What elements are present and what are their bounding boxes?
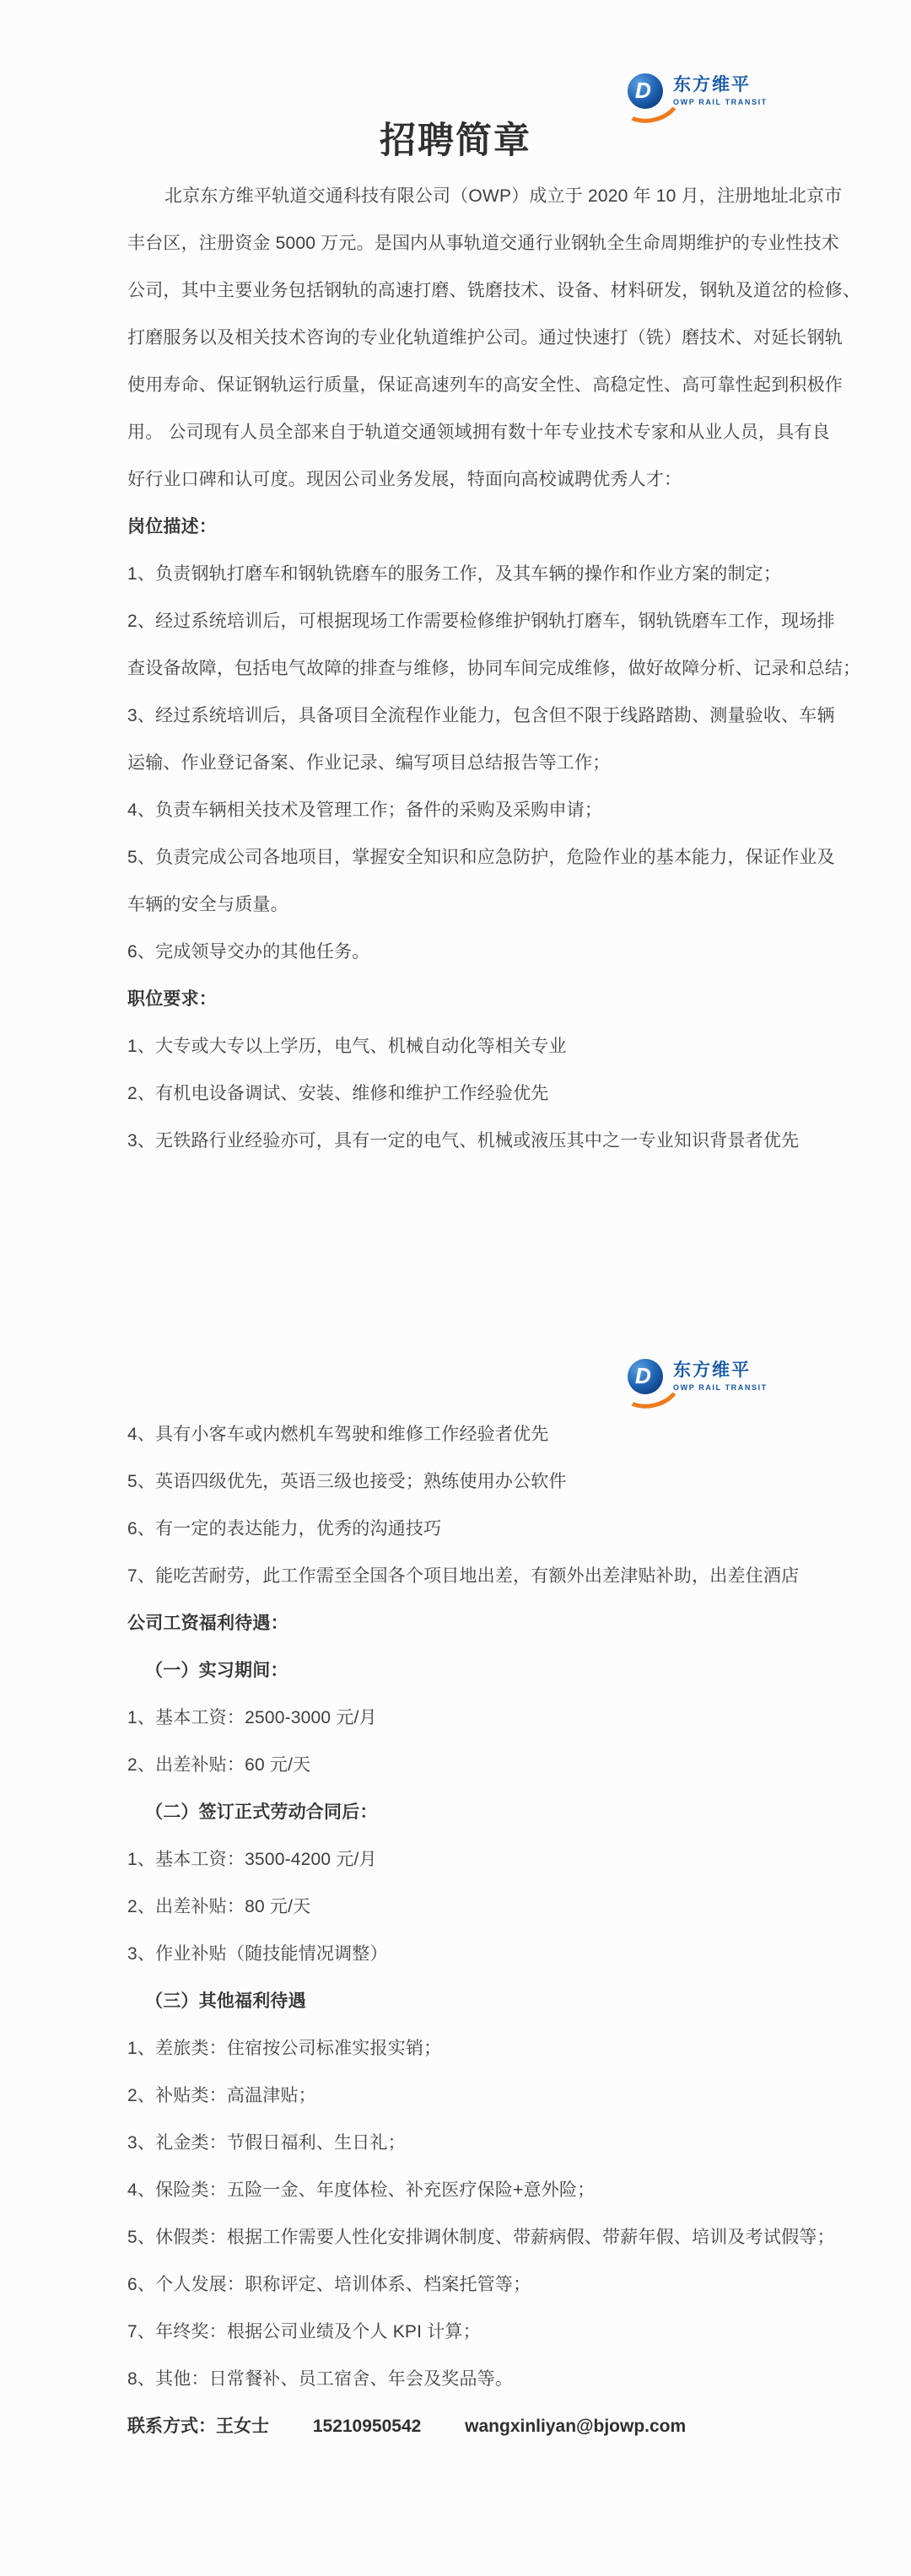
logo-company-name: 东方维平 xyxy=(673,75,751,94)
logo-globe-icon xyxy=(628,73,663,109)
text-line: 1、差旅类：住宿按公司标准实报实销； xyxy=(127,2039,442,2058)
text-line: 2、出差补贴：60 元/天 xyxy=(127,1755,311,1775)
logo-monogram: D xyxy=(635,1363,651,1388)
contact-line xyxy=(127,2403,686,2450)
company-logo xyxy=(628,1359,768,1394)
text-line: 3、礼金类：节假日福利、生日礼； xyxy=(127,2133,406,2153)
text-line: 用。 公司现有人员全部来自于轨道交通领域拥有数十年专业技术专家和从业人员，具有良 xyxy=(127,423,830,442)
logo-text xyxy=(673,1359,768,1392)
text-line: 2、有机电设备调试、安装、维修和维护工作经验优先 xyxy=(127,1084,549,1103)
text-line: （二）签订正式劳动合同后： xyxy=(145,1803,378,1822)
text-line: 打磨服务以及相关技术咨询的专业化轨道维护公司。通过快速打（铣）磨技术、对延长钢轨 xyxy=(127,328,843,348)
text-line: 5、休假类：根据工作需要人性化安排调休制度、带薪病假、带薪年假、培训及考试假等； xyxy=(127,2228,835,2247)
text-line: 3、无铁路行业经验亦可，具有一定的电气、机械或液压其中之一专业知识背景者优先 xyxy=(127,1131,800,1151)
logo-company-tagline: OWP RAIL TRANSIT xyxy=(673,98,768,106)
page1-text xyxy=(127,173,861,1165)
text-line: 车辆的安全与质量。 xyxy=(127,895,288,914)
text-line: 北京东方维平轨道交通科技有限公司（OWP）成立于 2020 年 10 月，注册地址北京市 xyxy=(164,186,843,206)
text-line: 5、负责完成公司各地项目，掌握安全知识和应急防护，危险作业的基本能力，保证作业及 xyxy=(127,848,835,867)
text-line: 8、其他：日常餐补、员工宿舍、年会及奖品等。 xyxy=(127,2369,514,2389)
text-line: 6、完成领导交办的其他任务。 xyxy=(127,942,370,962)
page2-text xyxy=(127,1411,835,2403)
page-title: 招聘简章 xyxy=(380,121,531,161)
contact-phone: 15210950542 xyxy=(312,2417,422,2436)
logo-globe-icon xyxy=(628,1359,663,1394)
text-line: 4、保险类：五险一金、年度体检、补充医疗保险+意外险； xyxy=(127,2180,596,2200)
text-line: 公司，其中主要业务包括钢轨的高速打磨、铣磨技术、设备、材料研发，钢轨及道岔的检修、 xyxy=(127,281,861,300)
text-line: 5、英语四级优先，英语三级也接受；熟练使用办公软件 xyxy=(127,1472,567,1491)
text-line: 1、基本工资：2500-3000 元/月 xyxy=(127,1708,377,1727)
text-line: 丰台区，注册资金 5000 万元。是国内从事轨道交通行业钢轨全生命周期维护的专业性技术 xyxy=(127,234,839,253)
text-line: 运输、作业登记备案、作业记录、编写项目总结报告等工作； xyxy=(127,753,611,773)
text-line: 岗位描述： xyxy=(127,517,217,536)
contact-label: 联系方式：王女士 xyxy=(127,2417,269,2436)
text-line: 使用寿命、保证钢轨运行质量，保证高速列车的高安全性、高稳定性、高可靠性起到积极作 xyxy=(127,375,843,395)
text-line: 6、个人发展：职称评定、培训体系、档案托管等； xyxy=(127,2275,531,2294)
text-line: （三）其他福利待遇 xyxy=(145,1991,306,2011)
logo-company-name: 东方维平 xyxy=(673,1361,751,1380)
logo-company-tagline: OWP RAIL TRANSIT xyxy=(673,1383,768,1392)
text-line: 1、大专或大专以上学历，电气、机械自动化等相关专业 xyxy=(127,1037,567,1056)
text-line: 1、负责钢轨打磨车和钢轨铣磨车的服务工作，及其车辆的操作和作业方案的制定； xyxy=(127,564,782,584)
text-line: 2、补贴类：高温津贴； xyxy=(127,2086,316,2105)
text-line: 7、年终奖：根据公司业绩及个人 KPI 计算； xyxy=(127,2322,481,2342)
text-line: 3、作业补贴（随技能情况调整） xyxy=(127,1944,388,1964)
text-line: 1、基本工资：3500-4200 元/月 xyxy=(127,1850,377,1869)
text-line: 职位要求： xyxy=(127,989,217,1009)
text-line: 2、出差补贴：80 元/天 xyxy=(127,1897,311,1916)
text-line: 好行业口碑和认可度。现因公司业务发展，特面向高校诚聘优秀人才： xyxy=(127,470,682,489)
text-line: 查设备故障，包括电气故障的排查与维修，协同车间完成维修，做好故障分析、记录和总结； xyxy=(127,659,861,678)
text-line: 2、经过系统培训后，可根据现场工作需要检修维护钢轨打磨车，钢轨铣磨车工作，现场排 xyxy=(127,612,835,631)
text-line: 6、有一定的表达能力，优秀的沟通技巧 xyxy=(127,1519,442,1539)
company-logo xyxy=(628,73,768,109)
text-line: （一）实习期间： xyxy=(145,1661,288,1680)
contact-email: wangxinliyan@bjowp.com xyxy=(465,2417,687,2436)
logo-monogram: D xyxy=(635,78,651,103)
text-line: 3、经过系统培训后，具备项目全流程作业能力，包含但不限于线路踏勘、测量验收、车辆 xyxy=(127,706,835,725)
text-line: 4、具有小客车或内燃机车驾驶和维修工作经验者优先 xyxy=(127,1425,549,1444)
logo-text xyxy=(673,73,768,106)
text-line: 4、负责车辆相关技术及管理工作；备件的采购及采购申请； xyxy=(127,800,603,820)
text-line: 公司工资福利待遇： xyxy=(127,1614,288,1633)
text-line: 7、能吃苦耐劳，此工作需至全国各个项目地出差，有额外出差津贴补助，出差住酒店 xyxy=(127,1566,800,1586)
